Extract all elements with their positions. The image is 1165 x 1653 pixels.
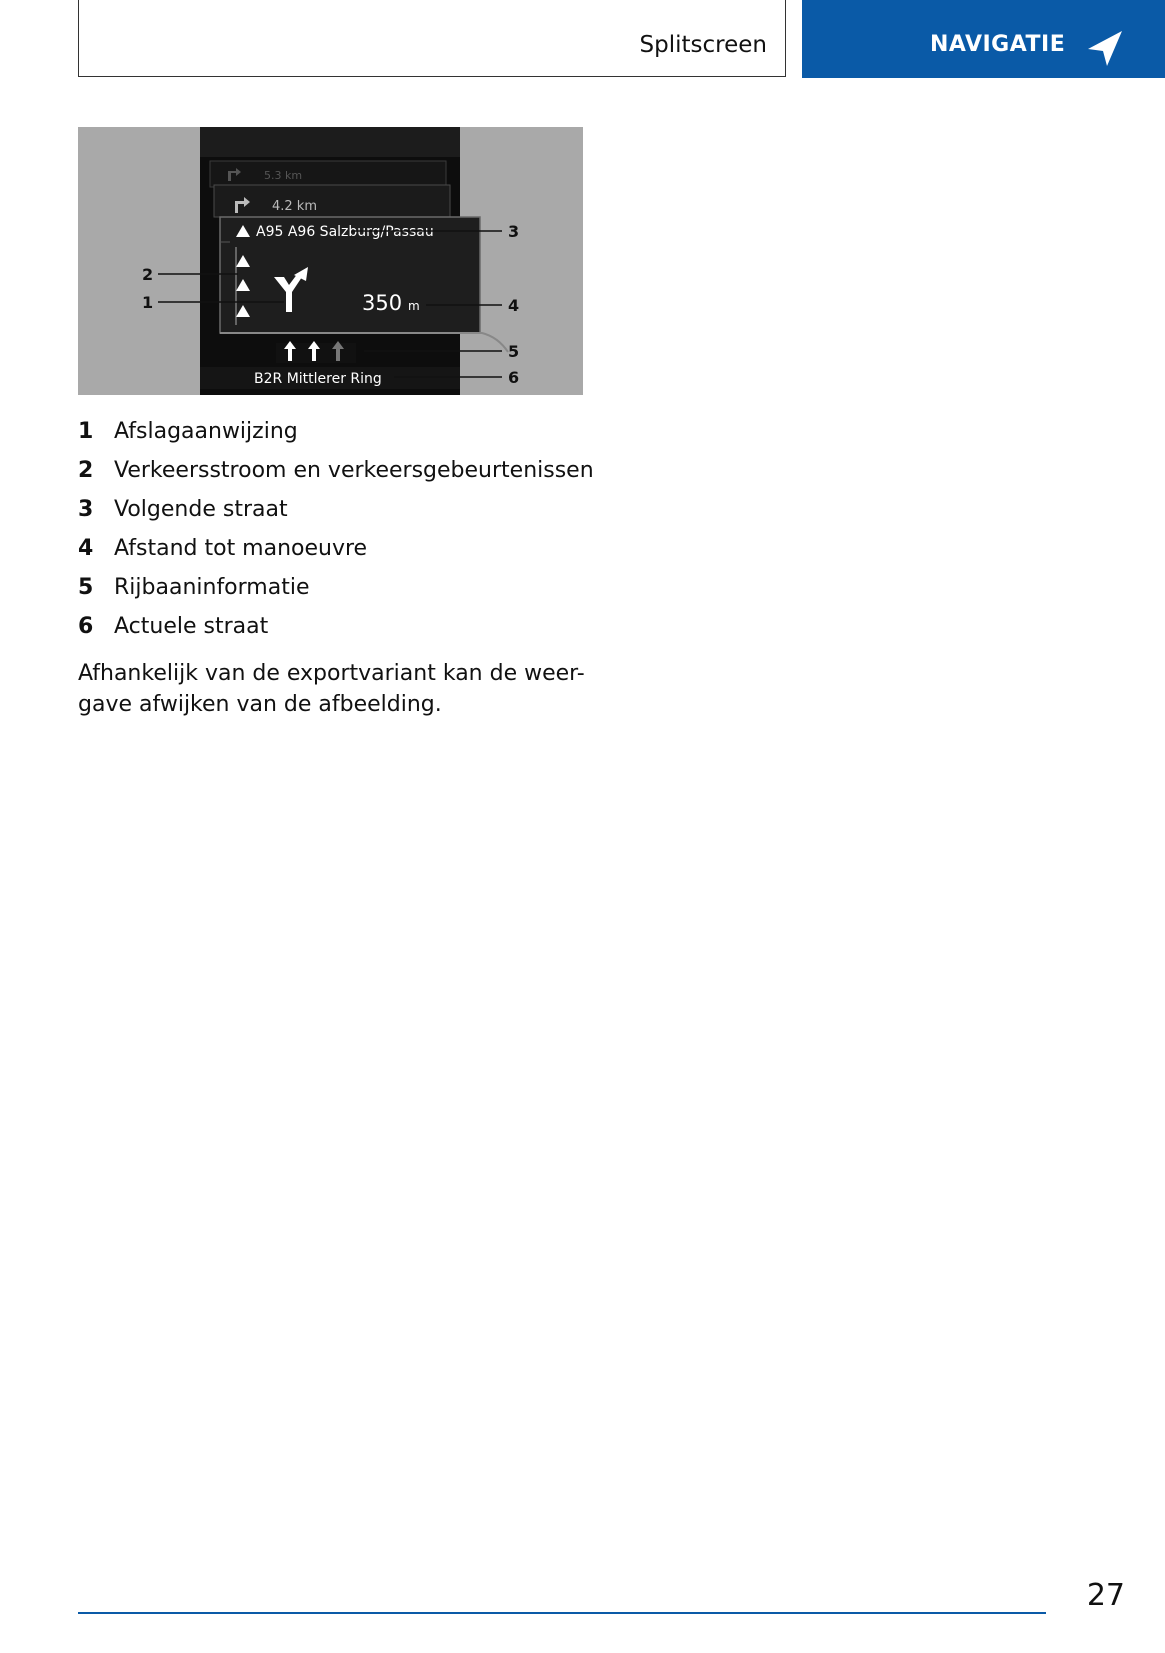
legend-item: 5 Rijbaaninformatie [78, 575, 310, 600]
page-number: 27 [1086, 1578, 1125, 1613]
callout-3: 3 [508, 222, 520, 241]
prev-turn-distance-1: 5.3 km [264, 169, 303, 182]
note-line: gave afwijken van de afbeelding. [78, 692, 442, 717]
note-line: Afhankelijk van de exportvariant kan de weer- [78, 661, 585, 686]
footer-divider [78, 1612, 1046, 1614]
header-section-box [78, 0, 786, 77]
distance-unit: m [408, 299, 420, 313]
current-street-text: B2R Mittlerer Ring [254, 371, 382, 387]
legend-item: 1 Afslagaanwijzing [78, 419, 298, 444]
callout-1: 1 [142, 293, 154, 312]
section-title: Splitscreen [639, 32, 767, 58]
callout-4: 4 [508, 296, 520, 315]
navigation-arrow-icon [1084, 27, 1126, 69]
callout-2: 2 [142, 265, 154, 284]
legend-list [78, 412, 618, 646]
next-street-text: A95 A96 Salzburg/Passau [256, 224, 434, 240]
note-paragraph [78, 658, 618, 720]
prev-turn-distance-2: 4.2 km [272, 199, 317, 214]
callout-5: 5 [508, 342, 520, 361]
instrument-cluster-figure [78, 127, 583, 395]
legend-item: 3 Volgende straat [78, 497, 288, 522]
chapter-tab-navigatie [802, 0, 1165, 78]
legend-item: 4 Afstand tot manoeuvre [78, 536, 368, 561]
distance-value: 350 [362, 291, 403, 315]
legend-item: 6 Actuele straat [78, 614, 269, 639]
chapter-label: NAVIGATIE [930, 32, 1066, 57]
callout-6: 6 [508, 368, 520, 387]
legend-item: 2 Verkeersstroom en verkeersgebeurtenissen [78, 458, 594, 483]
